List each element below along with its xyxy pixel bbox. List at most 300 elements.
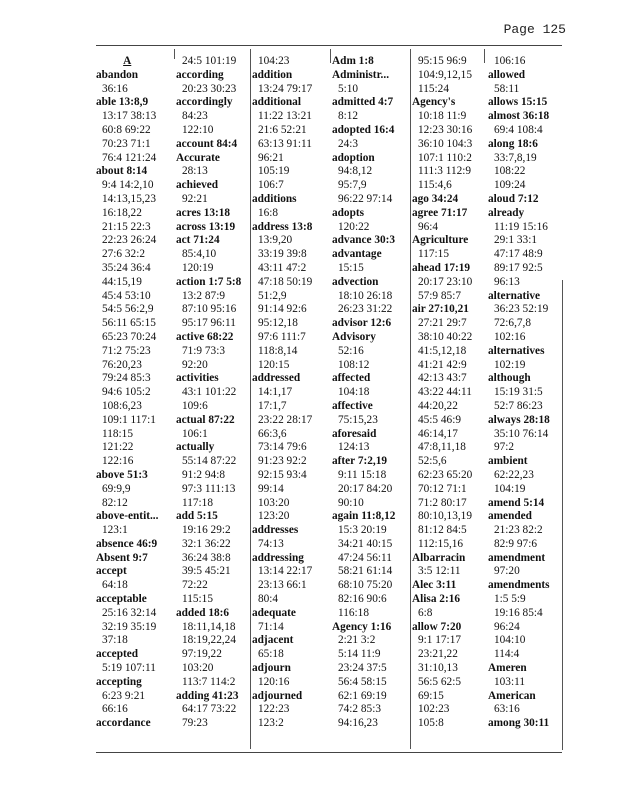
index-term: above-entit... <box>96 510 159 523</box>
index-term: added 18:6 <box>176 606 230 619</box>
index-term: adopts <box>332 206 365 219</box>
index-reference: 123:2 <box>258 717 284 730</box>
index-term: action 1:7 5:8 <box>176 275 242 288</box>
index-reference: 108:6,23 <box>102 399 142 412</box>
index-reference: 94:6 105:2 <box>102 386 151 399</box>
index-reference: 47:17 48:9 <box>494 248 543 261</box>
index-term: accepted <box>96 648 139 661</box>
index-reference: 76:4 121:24 <box>102 151 157 164</box>
index-reference: 46:14,17 <box>418 427 458 440</box>
index-reference: 116:18 <box>338 606 369 619</box>
index-reference: 113:7 114:2 <box>182 675 236 688</box>
index-reference: 33:7,8,19 <box>494 151 537 164</box>
index-reference: 63:16 <box>494 703 520 716</box>
index-reference: 36:16 <box>102 82 128 95</box>
index-term: allow 7:20 <box>412 620 462 633</box>
index-reference: 102:19 <box>494 358 526 371</box>
index-reference: 5:10 <box>338 82 359 95</box>
index-term: above 51:3 <box>96 468 148 481</box>
index-reference: 31:10,13 <box>418 662 458 675</box>
index-reference: 95:12,18 <box>258 317 298 330</box>
index-term: adjacent <box>252 634 294 647</box>
index-reference: 36:10 104:3 <box>418 137 473 150</box>
index-term: allowed <box>488 68 526 81</box>
index-term: Advisory <box>332 330 376 343</box>
index-reference: 103:20 <box>182 662 214 675</box>
index-reference: 104:9,12,15 <box>418 68 472 81</box>
index-term: accordingly <box>176 96 233 109</box>
index-reference: 43:11 47:2 <box>258 261 307 274</box>
index-reference: 74:13 <box>258 537 284 550</box>
index-reference: 32:1 36:22 <box>182 537 231 550</box>
index-reference: 72:6,7,8 <box>494 317 532 330</box>
index-reference: 118:8,14 <box>258 344 298 357</box>
index-reference: 79:24 85:3 <box>102 372 151 385</box>
index-reference: 122:16 <box>102 455 134 468</box>
index-term: agree 71:17 <box>412 206 468 219</box>
index-reference: 13:24 79:17 <box>258 82 313 95</box>
index-term: Alec 3:11 <box>412 579 457 592</box>
index-term: according <box>176 68 224 81</box>
index-term: address 13:8 <box>252 220 313 233</box>
index-reference: 11:19 15:16 <box>494 220 548 233</box>
index-term: act 71:24 <box>176 234 220 247</box>
index-term: accept <box>96 565 127 578</box>
index-column <box>96 55 158 731</box>
index-reference: 103:20 <box>258 496 290 509</box>
index-term: adding 41:23 <box>176 689 239 702</box>
index-reference: 63:13 91:11 <box>258 137 312 150</box>
index-reference: 104:18 <box>338 386 370 399</box>
index-reference: 120:15 <box>258 358 290 371</box>
index-reference: 17:1,7 <box>258 399 287 412</box>
index-term: additional <box>252 96 301 109</box>
index-term: able 13:8,9 <box>96 96 149 109</box>
index-reference: 33:19 39:8 <box>258 248 307 261</box>
index-reference: 72:22 <box>182 579 208 592</box>
index-term: affective <box>332 399 373 412</box>
index-reference: 96:4 <box>418 220 439 233</box>
index-term: adopted 16:4 <box>332 123 395 136</box>
index-reference: 16:18,22 <box>102 206 142 219</box>
index-reference: 122:10 <box>182 123 214 136</box>
index-reference: 92:21 <box>182 192 208 205</box>
index-reference: 44:20,22 <box>418 399 458 412</box>
index-reference: 52:16 <box>338 344 364 357</box>
index-reference: 109:6 <box>182 399 208 412</box>
index-reference: 103:11 <box>494 675 525 688</box>
index-reference: 24:5 101:19 <box>182 55 237 67</box>
index-reference: 105:8 <box>418 717 444 730</box>
index-reference: 37:18 <box>102 634 128 647</box>
index-reference: 13:17 38:13 <box>102 110 157 123</box>
index-term: American <box>488 689 536 702</box>
index-reference: 82:16 90:6 <box>338 593 387 606</box>
index-term: amendment <box>488 551 546 564</box>
index-reference: 68:10 75:20 <box>338 579 393 592</box>
index-term: alternatives <box>488 344 545 357</box>
index-reference: 75:15,23 <box>338 413 378 426</box>
index-reference: 23:24 37:5 <box>338 662 387 675</box>
index-reference: 108:22 <box>494 165 526 178</box>
index-term: addresses <box>252 524 299 537</box>
index-reference: 23:13 66:1 <box>258 579 307 592</box>
index-term: actual 87:22 <box>176 413 235 426</box>
index-reference: 82:12 <box>102 496 128 509</box>
index-reference: 96:21 <box>258 151 284 164</box>
index-reference: 13:9,20 <box>258 234 293 247</box>
index-reference: 6:8 <box>418 606 433 619</box>
index-reference: 81:12 84:5 <box>418 524 467 537</box>
index-term: aforesaid <box>332 427 377 440</box>
index-reference: 11:22 13:21 <box>258 110 312 123</box>
index-reference: 74:2 85:3 <box>338 703 381 716</box>
index-reference: 96:13 <box>494 275 520 288</box>
index-reference: 62:23 65:20 <box>418 468 473 481</box>
index-reference: 96:22 97:14 <box>338 192 393 205</box>
index-term: Albarracin <box>412 551 466 564</box>
index-term: among 30:11 <box>488 717 550 730</box>
index-term: after 7:2,19 <box>332 455 388 468</box>
index-reference: 45:4 53:10 <box>102 289 151 302</box>
index-term: adoption <box>332 151 375 164</box>
index-reference: 24:3 <box>338 137 359 150</box>
index-reference: 15:19 31:5 <box>494 386 543 399</box>
index-reference: 66:16 <box>102 703 128 716</box>
index-reference: 97:20 <box>494 565 520 578</box>
index-reference: 27:21 29:7 <box>418 317 467 330</box>
index-reference: 106:7 <box>258 179 284 192</box>
index-reference: 3:5 12:11 <box>418 565 461 578</box>
top-rule <box>96 45 562 46</box>
index-reference: 62:22,23 <box>494 468 534 481</box>
index-column <box>332 55 395 731</box>
index-term: Agency's <box>412 96 456 109</box>
index-reference: 60:8 69:22 <box>102 123 151 136</box>
index-reference: 10:18 11:9 <box>418 110 467 123</box>
index-term: always 28:18 <box>488 413 550 426</box>
index-reference: 23:22 28:17 <box>258 413 313 426</box>
index-reference: 42:13 43:7 <box>418 372 467 385</box>
index-reference: 56:4 58:15 <box>338 675 387 688</box>
index-reference: 106:1 <box>182 427 208 440</box>
index-term: Adm 1:8 <box>332 55 374 67</box>
index-reference: 73:14 79:6 <box>258 441 307 454</box>
index-term: acceptable <box>96 593 147 606</box>
index-reference: 118:15 <box>102 427 133 440</box>
index-reference: 29:1 33:1 <box>494 234 537 247</box>
index-reference: 90:10 <box>338 496 364 509</box>
index-term: addition <box>252 68 293 81</box>
index-reference: 36:24 38:8 <box>182 551 231 564</box>
index-reference: 23:21,22 <box>418 648 458 661</box>
index-reference: 97:2 <box>494 441 515 454</box>
index-reference: 14:1,17 <box>258 386 293 399</box>
index-reference: 85:4,10 <box>182 248 217 261</box>
index-reference: 84:23 <box>182 110 208 123</box>
index-reference: 109:24 <box>494 179 526 192</box>
index-reference: 65:18 <box>258 648 284 661</box>
index-reference: 57:9 85:7 <box>418 289 461 302</box>
index-reference: 18:11,14,18 <box>182 620 236 633</box>
index-reference: 58:11 <box>494 82 520 95</box>
index-reference: 95:15 96:9 <box>418 55 467 67</box>
index-reference: 47:24 56:11 <box>338 551 392 564</box>
index-reference: 124:13 <box>338 441 370 454</box>
index-reference: 97:3 111:13 <box>182 482 236 495</box>
index-reference: 12:23 30:16 <box>418 123 473 136</box>
index-term: advisor 12:6 <box>332 317 392 330</box>
index-reference: 1:5 5:9 <box>494 593 526 606</box>
index-reference: 71:14 <box>258 620 284 633</box>
index-reference: 79:23 <box>182 717 208 730</box>
index-reference: 13:2 87:9 <box>182 289 225 302</box>
index-term: across 13:19 <box>176 220 236 233</box>
index-reference: 38:10 40:22 <box>418 330 473 343</box>
index-reference: 91:14 92:6 <box>258 303 307 316</box>
index-term: affected <box>332 372 371 385</box>
index-reference: 36:23 52:19 <box>494 303 549 316</box>
index-term: although <box>488 372 531 385</box>
index-reference: 56:5 62:5 <box>418 675 461 688</box>
index-reference: 95:7,9 <box>338 179 367 192</box>
index-reference: 91:23 92:2 <box>258 455 307 468</box>
index-reference: 120:16 <box>258 675 290 688</box>
index-reference: 51:2,9 <box>258 289 287 302</box>
index-term: accordance <box>96 717 151 730</box>
index-reference: 102:23 <box>418 703 450 716</box>
index-term: amend 5:14 <box>488 496 545 509</box>
index-reference: 20:17 84:20 <box>338 482 393 495</box>
index-term: admitted 4:7 <box>332 96 394 109</box>
index-reference: 43:1 101:22 <box>182 386 237 399</box>
index-reference: 26:23 31:22 <box>338 303 393 316</box>
index-term: alternative <box>488 289 541 302</box>
index-reference: 58:21 61:14 <box>338 565 393 578</box>
index-reference: 47:8,11,18 <box>418 441 466 454</box>
index-term: ambient <box>488 455 528 468</box>
index-reference: 35:24 36:4 <box>102 261 151 274</box>
index-reference: 69:4 108:4 <box>494 123 543 136</box>
index-reference: 120:22 <box>338 220 370 233</box>
index-term: amended <box>488 510 532 523</box>
index-reference: 91:2 94:8 <box>182 468 225 481</box>
index-reference: 97:19,22 <box>182 648 222 661</box>
index-reference: 54:5 56:2,9 <box>102 303 154 316</box>
index-reference: 5:19 107:11 <box>102 662 156 675</box>
bottom-rule <box>96 752 562 753</box>
index-column <box>488 55 550 731</box>
index-reference: 56:11 65:15 <box>102 317 156 330</box>
index-reference: 117:15 <box>418 248 449 261</box>
index-reference: 71:9 73:3 <box>182 344 225 357</box>
index-reference: 92:20 <box>182 358 208 371</box>
index-reference: 22:23 26:24 <box>102 234 157 247</box>
index-reference: 108:12 <box>338 358 370 371</box>
index-reference: 20:23 30:23 <box>182 82 237 95</box>
index-reference: 99:14 <box>258 482 284 495</box>
index-term: amendments <box>488 579 550 592</box>
index-reference: 95:17 96:11 <box>182 317 236 330</box>
index-reference: 25:16 32:14 <box>102 606 157 619</box>
index-term: Alisa 2:16 <box>412 593 461 606</box>
index-reference: 76:20,23 <box>102 358 142 371</box>
index-term: active 68:22 <box>176 330 234 343</box>
index-reference: 15:15 <box>338 261 364 274</box>
index-reference: 41:21 42:9 <box>418 358 467 371</box>
index-term: addressed <box>252 372 301 385</box>
index-reference: 106:16 <box>494 55 526 67</box>
index-term: account 84:4 <box>176 137 238 150</box>
index-reference: 32:19 35:19 <box>102 620 157 633</box>
index-reference: 19:16 29:2 <box>182 524 231 537</box>
page-number-label: Page 125 <box>503 22 566 37</box>
index-reference: 21:15 22:3 <box>102 220 151 233</box>
section-letter: A <box>123 55 132 67</box>
index-term: already <box>488 206 525 219</box>
index-reference: 69:9,9 <box>102 482 131 495</box>
index-term: Agency 1:16 <box>332 620 392 633</box>
index-reference: 9:1 17:17 <box>418 634 461 647</box>
index-reference: 80:10,13,19 <box>418 510 472 523</box>
index-reference: 2:21 3:2 <box>338 634 376 647</box>
index-reference: 5:14 11:9 <box>338 648 381 661</box>
index-reference: 21:6 52:21 <box>258 123 307 136</box>
index-reference: 123:20 <box>258 510 290 523</box>
index-term: ago 34:24 <box>412 192 459 205</box>
index-reference: 14:13,15,23 <box>102 192 156 205</box>
index-reference: 69:15 <box>418 689 444 702</box>
index-term: absence 46:9 <box>96 537 158 550</box>
index-term: Absent 9:7 <box>96 551 148 564</box>
index-reference: 104:19 <box>494 482 526 495</box>
index-reference: 89:17 92:5 <box>494 261 543 274</box>
index-reference: 71:2 75:23 <box>102 344 151 357</box>
index-term: achieved <box>176 179 219 192</box>
index-reference: 62:1 69:19 <box>338 689 387 702</box>
index-term: about 8:14 <box>96 165 148 178</box>
index-column <box>176 55 241 731</box>
index-reference: 64:18 <box>102 579 128 592</box>
index-reference: 104:10 <box>494 634 526 647</box>
index-reference: 80:4 <box>258 593 279 606</box>
index-reference: 64:17 73:22 <box>182 703 237 716</box>
index-term: additions <box>252 192 297 205</box>
index-reference: 34:21 40:15 <box>338 537 393 550</box>
index-reference: 52:5,6 <box>418 455 447 468</box>
index-term: adjourn <box>252 662 291 675</box>
index-term: almost 36:18 <box>488 110 550 123</box>
index-reference: 104:23 <box>258 55 290 67</box>
index-reference: 44:15,19 <box>102 275 142 288</box>
index-reference: 115:24 <box>418 82 449 95</box>
index-term: air 27:10,21 <box>412 303 469 316</box>
index-reference: 122:23 <box>258 703 290 716</box>
index-term: accepting <box>96 675 142 688</box>
index-reference: 16:8 <box>258 206 279 219</box>
index-reference: 70:12 71:1 <box>418 482 467 495</box>
index-term: actually <box>176 441 215 454</box>
index-reference: 9:4 14:2,10 <box>102 179 154 192</box>
index-reference: 55:14 87:22 <box>182 455 237 468</box>
index-reference: 28:13 <box>182 165 208 178</box>
index-reference: 102:16 <box>494 330 526 343</box>
index-term: adjourned <box>252 689 303 702</box>
index-reference: 18:10 26:18 <box>338 289 393 302</box>
index-reference: 13:14 22:17 <box>258 565 313 578</box>
index-reference: 117:18 <box>182 496 213 509</box>
index-reference: 20:17 23:10 <box>418 275 473 288</box>
index-reference: 109:1 117:1 <box>102 413 156 426</box>
index-term: acres 13:18 <box>176 206 231 219</box>
index-term: ahead 17:19 <box>412 261 471 274</box>
index-reference: 87:10 95:16 <box>182 303 237 316</box>
index-reference: 19:16 85:4 <box>494 606 543 619</box>
index-term: advance 30:3 <box>332 234 396 247</box>
index-reference: 82:9 97:6 <box>494 537 537 550</box>
index-reference: 65:23 70:24 <box>102 330 157 343</box>
index-reference: 97:6 111:7 <box>258 330 306 343</box>
index-reference: 6:23 9:21 <box>102 689 145 702</box>
index-reference: 123:1 <box>102 524 128 537</box>
index-reference: 39:5 45:21 <box>182 565 231 578</box>
index-reference: 66:3,6 <box>258 427 287 440</box>
index-term: Ameren <box>488 662 527 675</box>
index-term: addressing <box>252 551 304 564</box>
index-columns <box>96 55 566 745</box>
index-term: aloud 7:12 <box>488 192 539 205</box>
index-term: add 5:15 <box>176 510 218 523</box>
index-reference: 9:11 15:18 <box>338 468 387 481</box>
index-term: Accurate <box>176 151 220 164</box>
index-term: abandon <box>96 68 139 81</box>
index-term: allows 15:15 <box>488 96 548 109</box>
index-reference: 94:8,12 <box>338 165 373 178</box>
index-reference: 18:19,22,24 <box>182 634 236 647</box>
index-reference: 105:19 <box>258 165 290 178</box>
index-reference: 114:4 <box>494 648 520 661</box>
index-reference: 115:15 <box>182 593 213 606</box>
index-term: adequate <box>252 606 296 619</box>
index-reference: 111:3 112:9 <box>418 165 472 178</box>
index-term: activities <box>176 372 219 385</box>
index-reference: 92:15 93:4 <box>258 468 307 481</box>
index-term: again 11:8,12 <box>332 510 396 523</box>
index-reference: 45:5 46:9 <box>418 413 461 426</box>
index-term: advantage <box>332 248 382 261</box>
index-reference: 43:22 44:11 <box>418 386 472 399</box>
index-reference: 112:15,16 <box>418 537 464 550</box>
index-reference: 35:10 76:14 <box>494 427 549 440</box>
index-reference: 120:19 <box>182 261 214 274</box>
index-reference: 15:3 20:19 <box>338 524 387 537</box>
index-reference: 41:5,12,18 <box>418 344 467 357</box>
index-reference: 96:24 <box>494 620 520 633</box>
index-reference: 21:23 82:2 <box>494 524 543 537</box>
index-reference: 94:16,23 <box>338 717 378 730</box>
index-term: along 18:6 <box>488 137 538 150</box>
index-reference: 71:2 80:17 <box>418 496 467 509</box>
index-term: Agriculture <box>412 234 469 247</box>
index-reference: 52:7 86:23 <box>494 399 543 412</box>
index-reference: 47:18 50:19 <box>258 275 313 288</box>
index-column <box>252 55 312 731</box>
index-reference: 107:1 110:2 <box>418 151 472 164</box>
index-reference: 27:6 32:2 <box>102 248 145 261</box>
index-term: advection <box>332 275 379 288</box>
index-reference: 121:22 <box>102 441 134 454</box>
index-reference: 115:4,6 <box>418 179 452 192</box>
